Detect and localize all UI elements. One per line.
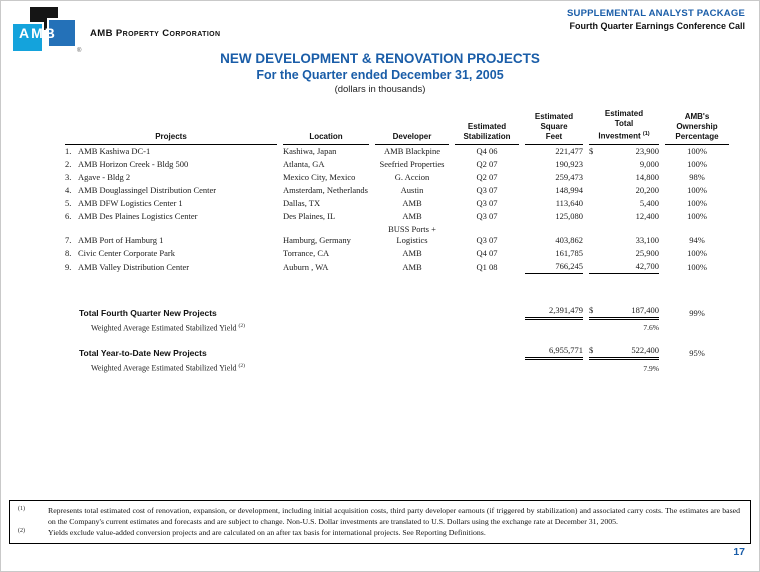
total-q4-investment: 187,400	[631, 304, 659, 315]
project-ownership: 100%	[687, 145, 707, 156]
project-developer: AMB Blackpine	[384, 145, 440, 156]
project-developer: Austin	[400, 184, 424, 195]
footnote-ref-2: (2)	[238, 363, 245, 370]
project-square-feet: 403,862	[555, 234, 583, 245]
total-q4-square-feet: 2,391,479	[525, 304, 583, 320]
yield-q4-value: 7.6%	[643, 323, 659, 333]
project-developer: AMB	[402, 261, 422, 272]
project-developer: AMB	[402, 247, 422, 258]
total-q4-label: Total Fourth Quarter New Projects	[79, 307, 217, 318]
project-number: 8.	[65, 247, 72, 258]
project-ownership: 100%	[687, 247, 707, 258]
project-name: AMB Kashiwa DC-1	[78, 145, 151, 156]
page-number: 17	[733, 546, 745, 558]
project-investment: 42,700	[635, 260, 659, 271]
footnote-1-marker: (1)	[18, 506, 25, 512]
amb-logo	[11, 7, 83, 55]
table-row	[65, 184, 729, 197]
projects-table	[59, 109, 735, 375]
project-investment: 12,400	[635, 210, 659, 221]
project-developer: BUSS Ports + Logistics	[388, 223, 436, 245]
project-stabilization: Q3 07	[476, 184, 498, 195]
project-name: AMB Port of Hamburg 1	[78, 234, 164, 245]
project-name: AMB Horizon Creek - Bldg 500	[78, 158, 189, 169]
project-location: Hamburg, Germany	[283, 234, 351, 245]
project-ownership: 100%	[687, 197, 707, 208]
projects-table-totals	[65, 274, 729, 375]
project-developer: AMB	[402, 197, 422, 208]
project-investment: 14,800	[635, 171, 659, 182]
footnote-ref-2: (2)	[238, 322, 245, 329]
project-name: AMB Valley Distribution Center	[78, 261, 190, 272]
spacer	[65, 274, 729, 304]
project-number: 6.	[65, 210, 72, 221]
project-ownership: 100%	[687, 210, 707, 221]
header-stabilization: Estimated Stabilization	[455, 109, 519, 145]
yield-q4-row	[65, 320, 729, 335]
project-location: Atlanta, GA	[283, 158, 325, 169]
projects-table-header	[65, 109, 729, 145]
yield-ytd-value: 7.9%	[643, 363, 659, 373]
project-number: 3.	[65, 171, 72, 182]
project-name: Agave - Bldg 2	[78, 171, 131, 182]
project-developer: G. Accion	[394, 171, 430, 182]
project-stabilization: Q3 07	[476, 197, 498, 208]
project-location: Mexico City, Mexico	[283, 171, 356, 182]
header-location: Location	[283, 109, 369, 145]
project-square-feet: 125,080	[555, 210, 583, 221]
projects-table-body	[65, 145, 729, 274]
package-subtitle: Fourth Quarter Earnings Conference Call	[569, 21, 745, 31]
project-stabilization: Q4 06	[476, 145, 498, 156]
project-square-feet: 148,994	[555, 184, 583, 195]
registered-trademark-icon: ®	[77, 48, 82, 54]
footnotes-box	[9, 500, 751, 544]
project-stabilization: Q3 07	[476, 234, 498, 245]
project-name: AMB DFW Logistics Center 1	[78, 197, 183, 208]
project-ownership: 94%	[689, 234, 705, 245]
header-ownership: AMB's Ownership Percentage	[665, 109, 729, 145]
project-square-feet: 113,640	[555, 197, 583, 208]
table-row	[65, 171, 729, 184]
project-location: Amsterdam, Netherlands	[283, 184, 368, 195]
project-location: Torrance, CA	[283, 247, 330, 258]
page-subtitle: For the Quarter ended December 31, 2005	[256, 68, 504, 82]
project-investment: 33,100	[635, 234, 659, 245]
header-projects: Projects	[65, 109, 277, 145]
table-row	[65, 260, 729, 274]
footnote-2	[18, 527, 740, 538]
project-stabilization: Q4 07	[476, 247, 498, 258]
project-investment: 23,900	[635, 145, 659, 156]
units-note: (dollars in thousands)	[334, 84, 426, 95]
project-investment: 20,200	[635, 184, 659, 195]
project-ownership: 100%	[687, 158, 707, 169]
table-row	[65, 223, 729, 247]
total-ytd-label: Total Year-to-Date New Projects	[79, 348, 207, 359]
footnote-2-marker: (2)	[18, 528, 25, 534]
project-location: Dallas, TX	[283, 197, 321, 208]
yield-ytd-row	[65, 360, 729, 375]
total-ytd-row	[65, 344, 729, 360]
project-square-feet: 221,477	[555, 145, 583, 156]
project-name: AMB Douglassingel Distribution Center	[78, 184, 217, 195]
footnote-ref-1: (1)	[642, 131, 650, 137]
project-name: AMB Des Plaines Logistics Center	[78, 210, 198, 221]
project-ownership: 100%	[687, 184, 707, 195]
footnote-1	[18, 505, 740, 527]
project-ownership: 98%	[689, 171, 705, 182]
table-row	[65, 197, 729, 210]
footnote-1-text: Represents total estimated cost of renovation, expansion, or development, including initial acquisition costs, third party developer earnouts (if triggered by stabilization) and associated carry costs. The estimates are based on the Company's current estimates and forecasts and are subject to change. Non-U.S. Dollar investments are translated to U.S. Dollars using the exchange rate at December 31, 2005.	[48, 506, 740, 526]
dollar-sign: $	[589, 145, 594, 156]
dollar-sign: $	[589, 304, 594, 315]
project-number: 9.	[65, 261, 72, 272]
project-square-feet: 259,473	[555, 171, 583, 182]
project-investment: 25,900	[635, 247, 659, 258]
table-row	[65, 247, 729, 260]
project-location: Auburn , WA	[283, 261, 329, 272]
header-investment: Estimated Total Investment $^{(1)}$	[589, 109, 659, 145]
project-investment: 9,000	[639, 158, 659, 169]
package-header	[567, 8, 745, 31]
header-square-feet: Estimated Square Feet	[525, 109, 583, 145]
project-number: 4.	[65, 184, 72, 195]
page-title-block	[1, 51, 759, 95]
project-location: Des Plaines, IL	[283, 210, 336, 221]
project-stabilization: Q1 08	[476, 261, 498, 272]
project-number: 5.	[65, 197, 72, 208]
footnote-2-text: Yields exclude value-added conversion projects and are calculated on an after tax basis for international projects. See Reporting Definitions.	[48, 528, 486, 537]
dollar-sign: $	[589, 345, 594, 356]
total-ytd-ownership: 95%	[689, 348, 705, 359]
project-number: 7.	[65, 234, 72, 245]
total-ytd-square-feet: 6,955,771	[525, 344, 583, 360]
project-stabilization: Q2 07	[476, 158, 498, 169]
project-investment: 5,400	[639, 197, 659, 208]
logo-wordmark: AMB	[19, 25, 57, 41]
project-ownership: 100%	[687, 261, 707, 272]
project-location: Kashiwa, Japan	[283, 145, 337, 156]
total-ytd-investment: 522,400	[631, 345, 659, 356]
project-stabilization: Q3 07	[476, 210, 498, 221]
project-stabilization: Q2 07	[476, 171, 498, 182]
page-title: NEW DEVELOPMENT & RENOVATION PROJECTS	[220, 51, 540, 66]
project-number: 2.	[65, 158, 72, 169]
total-q4-row	[65, 304, 729, 320]
table-row	[65, 158, 729, 171]
project-square-feet: 766,245	[525, 260, 583, 274]
company-name: AMB Property Corporation	[90, 28, 221, 39]
page-header	[1, 1, 759, 54]
yield-q4-label: Weighted Average Estimated Stabilized Yield $^{(2)}$	[91, 322, 245, 333]
total-q4-ownership: 99%	[689, 307, 705, 318]
project-square-feet: 190,923	[555, 158, 583, 169]
project-square-feet: 161,785	[555, 247, 583, 258]
project-name: Civic Center Corporate Park	[78, 247, 176, 258]
table-row	[65, 210, 729, 223]
header-developer: Developer	[375, 109, 449, 145]
table-row	[65, 145, 729, 158]
package-title: SUPPLEMENTAL ANALYST PACKAGE	[566, 8, 745, 19]
project-developer: Seefried Properties	[379, 158, 445, 169]
yield-ytd-label: Weighted Average Estimated Stabilized Yield $^{(2)}$	[91, 363, 245, 373]
project-number: 1.	[65, 145, 72, 156]
project-developer: AMB	[402, 210, 422, 221]
spacer	[65, 334, 729, 344]
